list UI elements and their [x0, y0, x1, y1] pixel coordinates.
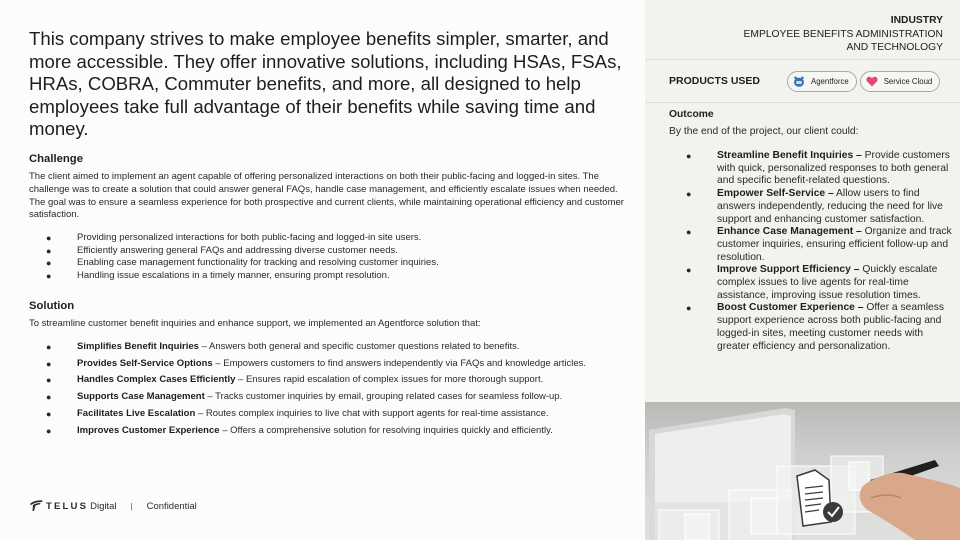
bullet-icon: ● — [46, 270, 52, 281]
products-label: PRODUCTS USED — [669, 75, 761, 87]
outcome-intro: By the end of the project, our client could: — [669, 126, 859, 137]
bullet-icon: ● — [46, 375, 52, 386]
footer — [29, 498, 197, 514]
telus-logo-icon — [29, 500, 43, 512]
bullet-icon: ● — [686, 151, 692, 161]
challenge-list — [29, 232, 629, 282]
divider — [645, 59, 960, 60]
divider — [645, 102, 960, 103]
list-item: ● Empower Self-Service – Allow users to find answers independently, reducing the need for live support and enhancing customer satisfaction. — [686, 188, 943, 225]
list-item: ● Provides Self-Service Options – Empowers customers to find answers independently via FAQs and knowledge articles. — [46, 357, 587, 369]
solution-title: Solution — [29, 300, 75, 312]
product-pill-agentforce: Agentforce — [787, 71, 857, 92]
list-item: ● Supports Case Management – Tracks customer inquiries by email, grouping related cases for seamless follow-up. — [46, 391, 563, 403]
bullet-icon: ● — [46, 408, 52, 419]
products-used — [669, 70, 949, 92]
list-item: ● Efficiently answering general FAQs and addressing diverse customer needs. — [46, 244, 398, 256]
bullet-icon: ● — [686, 227, 692, 238]
bullet-icon: ● — [46, 425, 52, 436]
outcome-title: Outcome — [669, 109, 714, 120]
intro-text: This company strives to make employee benefits simpler, smarter, and more accessible. They offer innovative solutions, including HSAs, FSAs, HRAs, COBRA, Commuter benefits, and more, all designed to help employees take full advantage of their benefits while saving time and money. — [29, 28, 622, 139]
bullet-icon: ● — [686, 265, 692, 276]
list-item: ● Facilitates Live Escalation – Routes complex inquiries to live chat with support agents for real-time assistance. — [46, 407, 549, 419]
brand-sub: Digital — [90, 500, 117, 512]
outcome-list — [669, 150, 954, 353]
list-item: ● Improves Customer Experience – Offers a comprehensive solution for resolving inquiries quickly and efficiently. — [46, 424, 553, 436]
list-item: ● Improve Support Efficiency – Quickly escalate complex issues to live agents for real-time assistance, improving issue resolution times. — [686, 264, 938, 301]
bullet-icon: ● — [46, 245, 52, 256]
right-panel — [645, 0, 960, 540]
list-item: ● Enabling case management functionality for tracking and resolving customer inquiries. — [46, 257, 439, 269]
challenge-section — [29, 153, 629, 283]
list-item: ● Handles Complex Cases Efficiently – Ensures rapid escalation of complex issues for more thorough support. — [46, 374, 544, 386]
bullet-icon: ● — [46, 233, 52, 244]
hero-photo — [645, 402, 960, 540]
product-pill-service-cloud: Service Cloud — [860, 71, 941, 92]
bullet-icon: ● — [46, 392, 52, 403]
challenge-title: Challenge — [29, 153, 83, 165]
challenge-body: The client aimed to implement an agent capable of offering personalized interactions on both their public-facing and logged-in sites. The challenge was to create a solution that could answer general FAQs, handle case management, and efficiently escalate issues when needed. The goal was to ensure a seamless experience for both prospective and current clients, while maintaining operational efficiency and customer satisfaction. — [29, 171, 624, 221]
industry-block — [744, 14, 944, 55]
solution-list — [29, 341, 629, 438]
bullet-icon: ● — [686, 303, 692, 314]
laptop-documents-illustration — [645, 402, 960, 540]
outcome-section — [669, 109, 954, 353]
brand-name: TELUS — [46, 500, 89, 512]
bullet-icon: ● — [46, 341, 52, 352]
industry-value-line2: AND TECHNOLOGY — [846, 42, 943, 53]
list-item: ● Handling issue escalations in a timely manner, ensuring prompt resolution. — [46, 269, 390, 281]
confidential-label: Confidential — [146, 500, 197, 512]
list-item: ● Simplifies Benefit Inquiries – Answers both general and specific customer questions related to benefits. — [46, 340, 520, 352]
solution-section — [29, 300, 629, 441]
list-item: ● Enhance Case Management – Organize and track customer inquiries, ensuring efficient follow-up and resolution. — [686, 226, 952, 263]
industry-label: INDUSTRY — [890, 15, 943, 26]
bullet-icon: ● — [46, 258, 52, 269]
agentforce-icon — [793, 76, 805, 87]
heart-icon — [866, 76, 878, 87]
solution-body: To streamline customer benefit inquiries and enhance support, we implemented an Agentforce solution that: — [29, 318, 481, 329]
bullet-icon: ● — [46, 358, 52, 369]
footer-separator: | — [130, 501, 133, 511]
bullet-icon: ● — [686, 189, 692, 200]
list-item: ● Providing personalized interactions for both public-facing and logged-in site users. — [46, 232, 422, 244]
list-item: ● Boost Customer Experience – Offer a seamless support experience across both public-facing and logged-in sites, meeting customer needs with greater efficiency and personalization. — [686, 302, 944, 352]
industry-value-line1: EMPLOYEE BENEFITS ADMINISTRATION — [743, 28, 943, 40]
list-item: ● Streamline Benefit Inquiries – Provide customers with quick, personalized responses to both general and specific benefit-related questions. — [686, 150, 950, 187]
